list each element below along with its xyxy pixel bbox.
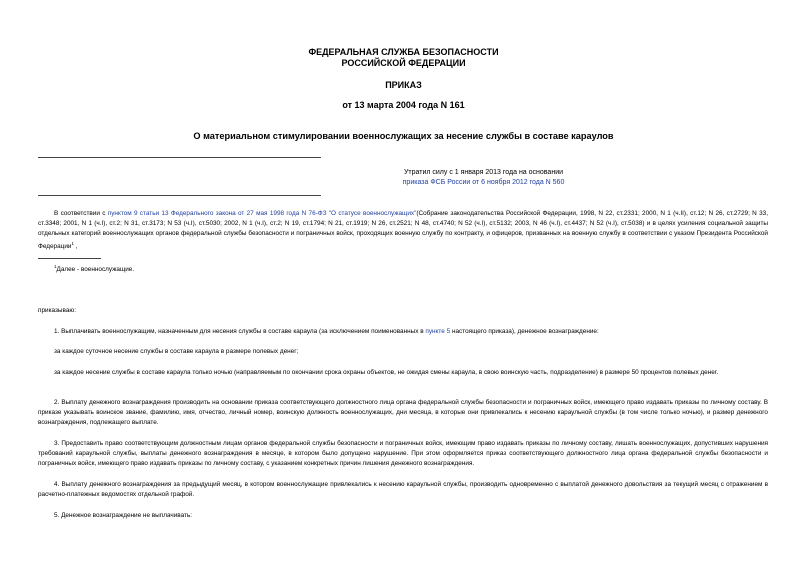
- issuing-authority: [0, 47, 807, 69]
- document-type: ПРИКАЗ: [385, 80, 422, 90]
- org-line-2: РОССИЙСКОЙ ФЕДЕРАЦИИ: [341, 58, 466, 68]
- paragraph-3: 3. Предоставить право соответствующим должностным лицам органов федеральной службы безопасности и пограничных войск, имеющим право издавать приказы по личному составу, лишать военнослужащих, допустивших нарушения требований караульной службы, выплаты денежного вознаграждения в месяце, в котором было допущено нарушение. При этом оформляется приказ соответствующего должностного лица органа федеральной службы безопасности и пограничных войск, имеющего право издавать приказы по личному составу, с указанием конкретных причин лишения денежного вознаграждения.: [38, 440, 768, 467]
- paragraph-4: 4. Выплату денежного вознаграждения за предыдущий месяц, в котором военнослужащие привлекались к несению караульной службы, производить одновременно с выплатой денежного довольствия за текущий месяц с отражением в расчетно-платежных ведомостях отдельной графой.: [38, 481, 768, 498]
- preamble-paragraph: В соответствии с пунктом 9 статьи 13 Федерального закона от 27 мая 1998 года N 76-ФЗ "О статусе военнослужащих"(Собрание законодательства Российской Федерации, 1998, N 22, ст.2331; 2000, N 1 (ч.II), ст.12; N 26, ст.2729; N 33, ст.3348; 2001, N 1 (ч.I), ст.2; N 31, ст.3173; N 53 (ч.I), ст.5030; 2002, N 1 (ч.I), ст.2; N 19, ст.1794; N 21, ст.1919; N 26, ст.2521; N 48, ст.4740; N 52 (ч.I), ст.5132; 2003, N 46 (ч.I), ст.4437; N 52 (ч.I), ст.5038) и в целях усиления социальной защиты отдельных категорий военнослужащих органов федеральной службы безопасности и пограничных войск, проходящих военную службу по контракту, и офицеров, призванных на военную службу в соответствии с указом Президента Российской Федерации$^1$ ,: [38, 210, 769, 251]
- divider-bottom: [38, 195, 321, 196]
- footnote-divider: [38, 258, 101, 259]
- preamble-pre: В соответствии с: [54, 210, 108, 217]
- orders-word: приказываю:: [38, 307, 76, 314]
- repeal-note: [240, 168, 727, 188]
- paragraph-1a: за каждое суточное несение службы в составе караула в размере полевых денег;: [54, 348, 299, 355]
- document-date-number: от 13 марта 2004 года N 161: [342, 100, 465, 110]
- item-5-link[interactable]: пункте 5: [425, 328, 451, 335]
- footnote: [54, 262, 134, 275]
- document-title: О материальном стимулировании военнослужащих за несение службы в составе караулов: [193, 131, 614, 141]
- repeal-order-link[interactable]: приказа ФСБ России от 6 ноября 2012 года N 560: [402, 179, 565, 186]
- divider-top: [38, 157, 321, 158]
- repeal-note-text: Утратил силу с 1 января 2013 года на основании: [403, 169, 564, 176]
- footnote-ref[interactable]: 1: [71, 241, 74, 246]
- paragraph-1b: за каждое несение службы в составе караула только ночью (направляемым по окончании срока охраны объектов, не ожидая смены караула, в свою воинскую часть, подразделение) в размере 50 процентов полевых денег.: [54, 369, 719, 376]
- paragraph-5: 5. Денежное вознаграждение не выплачивать:: [54, 512, 193, 519]
- paragraph-2: 2. Выплату денежного вознаграждения производить на основании приказа соответствующего должностного лица органа федеральной службы безопасности и пограничных войск, имеющего право издавать приказы по личному составу. В приказе указывать воинское звание, фамилию, имя, отчество, личный номер, воинскую должность военнослужащих, дни месяца, в которые они привлекались к несению караульной службы (в том числе только ночью), и размер денежного вознаграждения, подлежащего выплате.: [38, 399, 768, 426]
- federal-law-link[interactable]: пунктом 9 статьи 13 Федерального закона от 27 мая 1998 года N 76-ФЗ "О статусе военнослужащих": [107, 210, 417, 217]
- org-line-1: ФЕДЕРАЛЬНАЯ СЛУЖБА БЕЗОПАСНОСТИ: [308, 47, 499, 57]
- footnote-marker: 1: [54, 264, 57, 269]
- paragraph-1: 1. Выплачивать военнослужащим, назначенным для несения службы в составе караула (за исключением поименованных в пункте 5 настоящего приказа), денежное вознаграждение:: [54, 328, 599, 335]
- preamble-text: (Собрание законодательства Российской Федерации, 1998, N 22, ст.2331; 2000, N 1 (ч.II), ст.12; N 26, ст.2729; N 33, ст.3348; 2001, N 1 (ч.I), ст.2; N 31, ст.3173; N 53 (ч.I), ст.5030; 2002, N 1 (ч.I), ст.2; N 19, ст.1794; N 21, ст.1919; N 26, ст.2521; N 48, ст.4740; N 52 (ч.I), ст.5132; 2003, N 46 (ч.I), ст.4437; N 52 (ч.I), ст.5038) и в целях усиления социальной защиты отдельных категорий военнослужащих органов федеральной службы безопасности и пограничных войск, проходящих военную службу по контракту, и офицеров, призванных на военную службу в соответствии с указом Президента Российской Федерации: [38, 210, 769, 251]
- footnote-text: Далее - военнослужащие.: [56, 266, 135, 274]
